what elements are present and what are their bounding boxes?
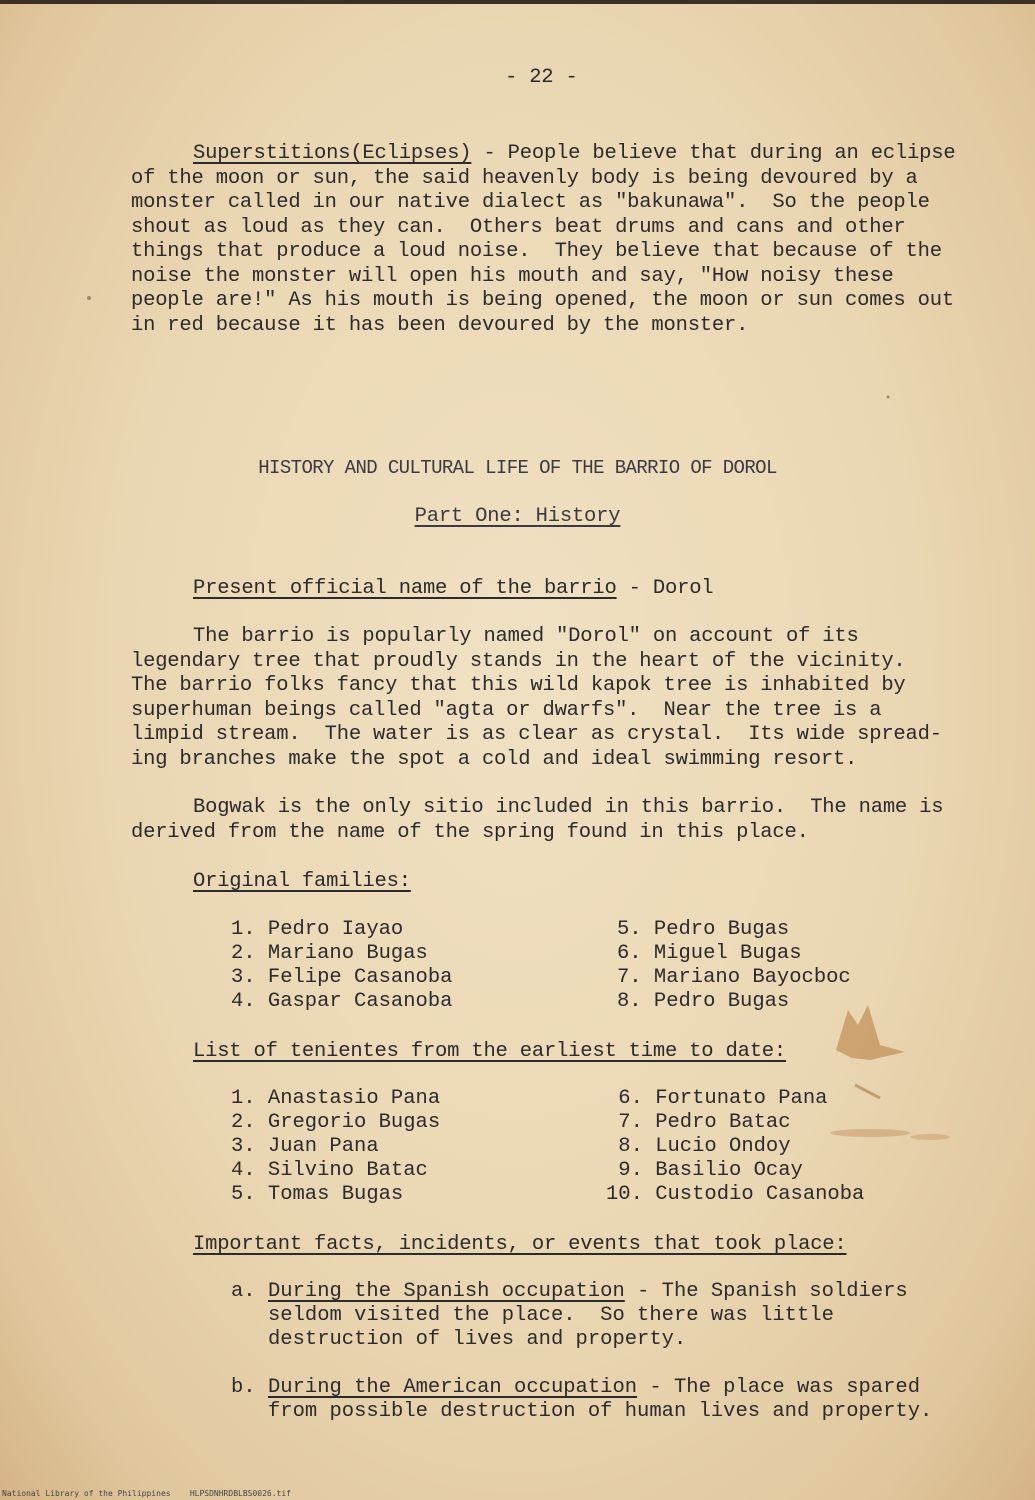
document-title: HISTORY AND CULTURAL LIFE OF THE BARRIO OF DOROL xyxy=(258,457,777,479)
family-list-item: 4. Gaspar Casanoba xyxy=(231,990,453,1013)
teniente-list-item: 4. Silvino Batac xyxy=(231,1159,428,1182)
official-name-value: Dorol xyxy=(652,577,714,600)
teniente-list-item: 9. Basilio Ocay xyxy=(606,1159,803,1182)
teniente-list-item: 10. Custodio Casanoba xyxy=(606,1183,865,1206)
superstitions-line: noise the monster will open his mouth and say, "How noisy these xyxy=(131,264,894,288)
sitio-line: derived from the name of the spring found in this place. xyxy=(131,820,809,844)
superstitions-line-1 xyxy=(131,142,976,167)
teniente-list-item: 5. Tomas Bugas xyxy=(231,1183,404,1206)
family-list-item: 8. Pedro Bugas xyxy=(617,990,790,1013)
original-families-heading-text: Original families: xyxy=(193,870,411,893)
fact-item-marker: a. xyxy=(231,1280,256,1303)
superstitions-line: in red because it has been devoured by the monster. xyxy=(131,313,749,337)
family-list-item: 6. Miguel Bugas xyxy=(617,942,802,965)
family-list-item: 7. Mariano Bayocboc xyxy=(617,966,851,989)
important-facts-heading xyxy=(193,1233,847,1258)
fact-item-american xyxy=(268,1376,920,1401)
sitio-line: Bogwak is the only sitio included in this barrio. The name is xyxy=(193,796,944,819)
teniente-list-item: 6. Fortunato Pana xyxy=(606,1087,828,1110)
teniente-list-item: 7. Pedro Batac xyxy=(606,1111,791,1134)
name-origin-line: superhuman beings called "agta or dwarfs". Near the tree is a xyxy=(131,698,882,722)
name-origin-line: limpid stream. The water is as clear as crystal. Its wide spread- xyxy=(131,723,942,746)
name-origin-line: The barrio is popularly named "Dorol" on account of its xyxy=(193,625,859,648)
part-title xyxy=(0,505,1035,530)
library-footer: National Library of the Philippines HLPSDNHRDBLBS0026.tif xyxy=(2,1489,291,1498)
superstitions-paragraph xyxy=(131,142,976,338)
superstitions-line: of the moon or sun, the said heavenly body is being devoured by a xyxy=(131,166,918,190)
superstitions-line: things that produce a loud noise. They believe that because of the xyxy=(131,240,942,263)
page-number: - 22 - xyxy=(505,66,578,89)
sitio-paragraph xyxy=(131,796,976,845)
name-origin-line: legendary tree that proudly stands in the heart of the vicinity. xyxy=(131,649,906,673)
superstitions-line-1-rest: - People believe that during an eclipse xyxy=(471,142,956,165)
fact-item-marker: b. xyxy=(231,1376,256,1399)
fact-item-text: from possible destruction of human lives and property. xyxy=(268,1400,933,1423)
name-origin-line: The barrio folks fancy that this wild kapok tree is inhabited by xyxy=(131,674,906,697)
family-list-item: 5. Pedro Bugas xyxy=(617,918,790,941)
part-title-text: Part One: History xyxy=(414,505,621,528)
teniente-list-item: 1. Anastasio Pana xyxy=(231,1087,441,1110)
family-list-item: 3. Felipe Casanoba xyxy=(231,966,453,989)
original-families-heading xyxy=(193,870,411,895)
family-list-item: 1. Pedro Iayao xyxy=(231,918,404,941)
fact-item-title: During the American occupation xyxy=(268,1376,638,1399)
family-list-item: 2. Mariano Bugas xyxy=(231,942,428,965)
fact-item-text: seldom visited the place. So there was little xyxy=(268,1304,834,1327)
fact-item-spanish xyxy=(268,1280,908,1305)
official-name-separator: - xyxy=(616,577,653,600)
official-name-line xyxy=(193,577,713,602)
superstitions-line: shout as loud as they can. Others beat drums and cans and other xyxy=(131,215,906,239)
fact-item-text: - The place was spared xyxy=(637,1376,921,1399)
superstitions-line: people are!" As his mouth is being opened, the moon or sun comes out xyxy=(131,289,954,312)
scan-edge xyxy=(0,0,1035,4)
tenientes-heading xyxy=(193,1040,786,1065)
name-origin-line: ing branches make the spot a cold and ideal swimming resort. xyxy=(131,747,858,771)
teniente-list-item: 3. Juan Pana xyxy=(231,1135,379,1158)
teniente-list-item: 2. Gregorio Bugas xyxy=(231,1111,441,1134)
teniente-list-item: 8. Lucio Ondoy xyxy=(606,1135,791,1158)
superstitions-line: monster called in our native dialect as "bakunawa". So the people xyxy=(131,191,930,214)
tenientes-heading-text: List of tenientes from the earliest time to date: xyxy=(193,1040,786,1063)
superstitions-heading: Superstitions(Eclipses) xyxy=(193,142,472,165)
official-name-label: Present official name of the barrio xyxy=(193,577,617,600)
fact-item-text: destruction of lives and property. xyxy=(268,1328,687,1351)
fact-item-text: - The Spanish soldiers xyxy=(624,1280,908,1303)
name-origin-paragraph xyxy=(131,625,976,772)
fact-item-title: During the Spanish occupation xyxy=(268,1280,625,1303)
important-facts-heading-text: Important facts, incidents, or events that took place: xyxy=(193,1233,847,1256)
